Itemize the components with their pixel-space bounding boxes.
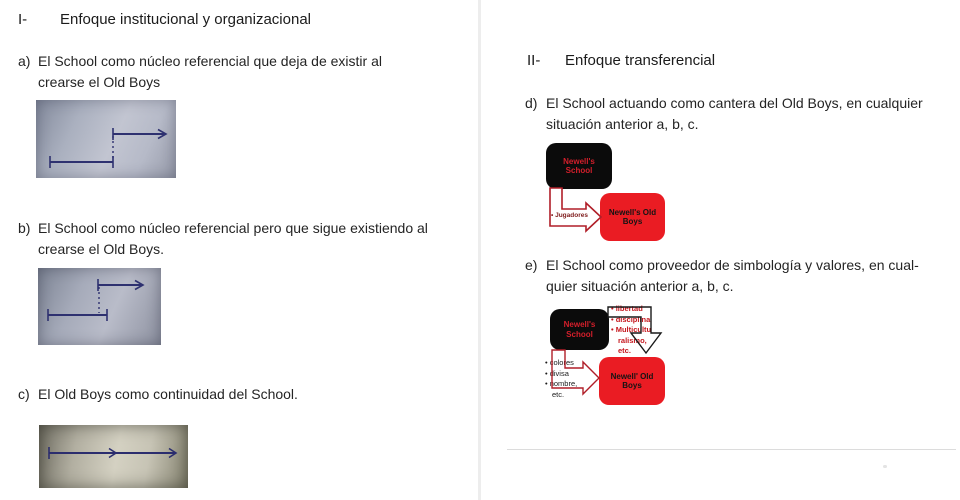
item-line: crearse el Old Boys bbox=[38, 74, 161, 90]
item-label: a) bbox=[18, 53, 31, 69]
list-item-a bbox=[18, 51, 458, 93]
heading-title: Enfoque institucional y organizacional bbox=[60, 11, 311, 28]
item-label: c) bbox=[18, 386, 30, 402]
box-label: School bbox=[565, 166, 593, 175]
item-line: El School como núcleo referencial pero que sigue existiendo al bbox=[38, 220, 428, 236]
list-line: • disciplina bbox=[611, 314, 651, 324]
item-line: El Old Boys como continuidad del School. bbox=[38, 386, 298, 402]
heading-numeral: I- bbox=[18, 11, 28, 28]
diagram-b-photo bbox=[38, 268, 161, 345]
item-line: quier situación anterior a, b, c. bbox=[546, 278, 734, 294]
diagram-a-photo bbox=[36, 100, 176, 178]
diagram-c-photo bbox=[39, 425, 188, 488]
list-line: • Multicultu bbox=[611, 325, 652, 334]
arrow-label-jugadores: • Jugadores bbox=[551, 212, 588, 219]
footer-divider bbox=[507, 449, 956, 450]
item-line: situación anterior a, b, c. bbox=[546, 116, 699, 132]
timeline-step-graphic bbox=[38, 268, 161, 345]
box-label: Boys bbox=[622, 381, 642, 390]
list-line: • libertad bbox=[611, 304, 643, 313]
heading-title: Enfoque transferencial bbox=[565, 52, 716, 69]
list-line: etc. bbox=[618, 346, 631, 355]
item-line: El School actuando como cantera del Old Boys, en cualquier bbox=[546, 95, 923, 111]
item-text bbox=[38, 384, 298, 405]
column-divider bbox=[478, 0, 481, 500]
list-item-e bbox=[525, 255, 950, 297]
box-label: Newell's Old bbox=[608, 207, 657, 217]
list-line: etc. bbox=[552, 389, 565, 399]
box-label: Newell' Old bbox=[610, 371, 654, 381]
list-line: • colores bbox=[545, 358, 574, 367]
box-label: School bbox=[566, 329, 593, 339]
list-item-c bbox=[18, 384, 458, 405]
item-text bbox=[38, 218, 428, 260]
item-line: El School como núcleo referencial que deja de existir al bbox=[38, 53, 382, 69]
timeline-step-graphic bbox=[36, 100, 176, 178]
list-line: • divisa bbox=[545, 368, 569, 378]
elbow-arrow-icon bbox=[540, 140, 680, 250]
item-line: El School como proveedor de simbología y valores, en cual- bbox=[546, 257, 919, 273]
item-text bbox=[546, 93, 923, 135]
section-heading-transferencial bbox=[527, 52, 715, 69]
item-label: b) bbox=[18, 220, 31, 236]
page-artifact-mark bbox=[883, 465, 887, 468]
item-label: d) bbox=[525, 95, 538, 111]
heading-numeral: II- bbox=[527, 52, 541, 69]
list-item-d bbox=[525, 93, 950, 135]
list-line: • nombre, bbox=[545, 379, 578, 388]
diagram-d-flow bbox=[540, 140, 680, 250]
box-label: Newell's bbox=[563, 320, 596, 329]
flow-arrows-icon bbox=[540, 298, 700, 423]
timeline-continuous-graphic bbox=[39, 425, 188, 488]
item-text bbox=[38, 51, 382, 93]
list-line: ralismo, bbox=[618, 335, 647, 345]
item-line: crearse el Old Boys. bbox=[38, 241, 165, 257]
diagram-e-flow bbox=[540, 298, 700, 423]
item-label: e) bbox=[525, 257, 538, 273]
list-item-b bbox=[18, 218, 468, 260]
item-text bbox=[546, 255, 919, 297]
box-label: Newell's bbox=[563, 156, 595, 166]
box-label: Boys bbox=[622, 217, 643, 226]
section-heading-institucional bbox=[18, 11, 311, 28]
